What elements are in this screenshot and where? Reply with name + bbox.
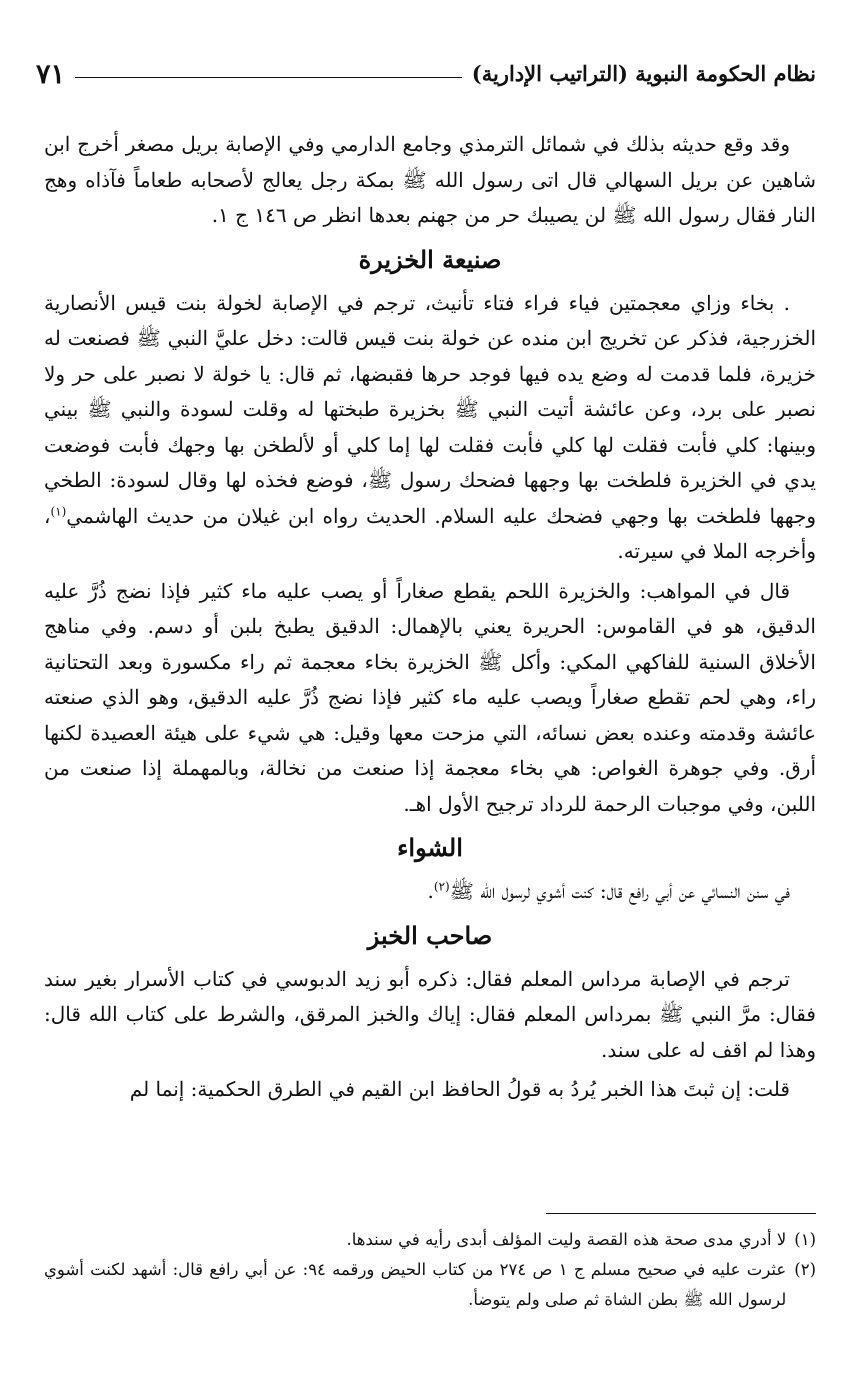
footnote-ref: (١) [50, 503, 67, 518]
section-heading: صاحب الخبز [367, 920, 493, 950]
section-heading: صنيعة الخزيرة [358, 244, 502, 274]
paragraph: قال في المواهب: والخزيرة اللحم يقطع صغاراً أو يصب عليه ماء كثير فإذا نضج ذُرَّ عليه الدقيق، هو في القاموس: الحريرة يعني بالإهمال: الدقيق يطبخ بلبن أو دسم. وفي مناهج الأخلاق السنية للفاكهي المكي: وأكل ﷺ الخزيرة بخاء معجمة ثم راء مكسورة وبعد التحتانية راء، وهي لحم تقطع صغاراً ويصب عليه ماء كثير فإذا نضج ذُرَّ عليه الدقيق، وهو الذي صنعته عائشة وقدمته وعنده بعض نسائه، التي مزحت معها وقيل: هي شيء على هيئة العصيدة لكنها أرق. وفي جوهرة الغواص: هي بخاء معجمة إذا صنعت من نخالة، وبالمهملة إذا صنعت من اللبن، وفي موجبات الرحمة للرداد ترجيح الأول اهـ. [44, 578, 816, 816]
footnote-number: (١) [794, 1230, 816, 1249]
footnotes [44, 1225, 816, 1315]
paragraph: ترجم في الإصابة مرداس المعلم فقال: ذكره أبو زيد الدبوسي في كتاب الأسرار بغير سند فقال: مرَّ النبي ﷺ بمرداس المعلم فقال: إياك والخبز المرقق، والشرط على كتاب الله قال: وهذا لم اقف له على سند. [44, 966, 816, 1062]
paragraph [44, 874, 816, 910]
header-rule [75, 77, 462, 78]
paragraph [44, 286, 816, 570]
paragraph-text: . بخاء وزاي معجمتين فياء فراء فتاء تأنيث، ترجم في الإصابة لخولة بنت قيس الأنصارية الخزرجية، فذكر عن تخريج ابن منده عن خولة بنت قيس قالت: دخل عليَّ النبي ﷺ فصنعت له خزيرة، فلما قدمت له وضع يده فيها فوجد حرها فقبضها، ثم قال: يا خولة لا نصبر على حر ولا نصبر على برد، وعن عائشة أتيت النبي ﷺ بخزيرة طبختها له وقلت لسودة والنبي ﷺ بيني وبينها: كلي فأبت فقلت لها كلي فأبت فقلت لها إما كلي أو لألطخن بها وجهك فأبت فوضعت يدي في الخزيرة فلطخت بها وجهها فضحك رسول ﷺ، فوضع فخذه لها وقال لسودة: الطخي وجهها فلطخت بها وجهي فضحك عليه السلام. الحديث رواه ابن غيلان من حديث الهاشمي [44, 290, 816, 528]
paragraph-text: ، وأخرجه الملا في سيرته. [44, 503, 816, 563]
section-heading: الشواء [397, 833, 463, 862]
main-text [44, 127, 816, 1112]
footnote-separator [546, 1213, 816, 1214]
paragraph-text: في سنن النسائي عن أبي رافع قال: كنت أشوي لرسول الله ﷺ [449, 879, 790, 903]
book-title: نظام الحكومة النبوية (التراتيب الإدارية) [471, 61, 816, 86]
footnote-text: لا أدري مدى صحة هذه القصة وليت المؤلف أبدى رأيه في سندها. [346, 1230, 787, 1249]
paragraph: قلت: إن ثبتَ هذا الخبر يُردُ به قولُ الحافظ ابن القيم في الطرق الحكمية: إنما لم [129, 1077, 790, 1101]
footnote [44, 1225, 816, 1255]
page-number: ٧١ [36, 59, 66, 90]
footnote-number: (٢) [794, 1260, 816, 1279]
footnote-ref: (٢) [433, 879, 450, 894]
footnote [44, 1255, 816, 1315]
running-header [36, 52, 816, 92]
paragraph: وقد وقع حديثه بذلك في شمائل الترمذي وجامع الدارمي وفي الإصابة بريل مصغر أخرج ابن شاهين عن بريل السهالي قال اتى رسول الله ﷺ بمكة رجل يعالج لأصحابه طعاماً فآذاه وهج النار فقال رسول الله ﷺ لن يصيبك حر من جهنم بعدها انظر ص ١٤٦ ج ١. [44, 132, 816, 227]
footnote-text: عثرت عليه في صحيح مسلم ج ١ ص ٢٧٤ من كتاب الحيض ورقمه ٩٤: عن أبي رافع قال: أشهد لكنت أشوي لرسول الله ﷺ بطن الشاة ثم صلى ولم يتوضأ. [44, 1260, 787, 1309]
paragraph-text: . [427, 879, 434, 903]
